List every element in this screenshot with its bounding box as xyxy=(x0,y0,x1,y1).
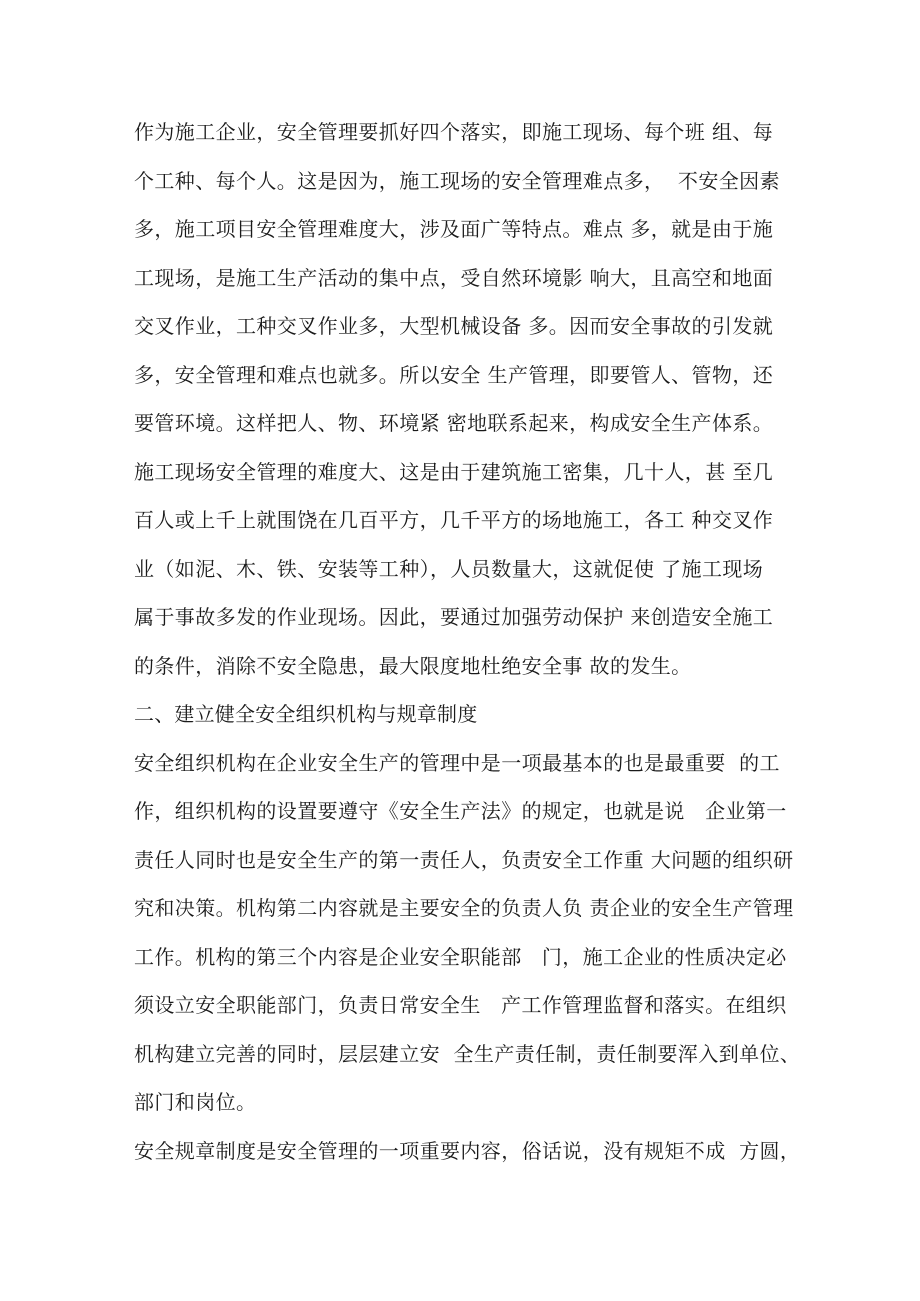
paragraph-line: 施工现场安全管理的难度大、这是由于建筑施工密集，几十人，甚 至几 xyxy=(134,459,774,484)
paragraph-line: 责任人同时也是安全生产的第一责任人，负责安全工作重 大问题的组织研 xyxy=(134,847,794,872)
paragraph-line: 百人或上千上就围饶在几百平方，几千平方的场地施工，各工 种交叉作 xyxy=(134,508,774,532)
paragraph-line: 个工种、每个人。这是因为，施工现场的安全管理难点多， 不安全因素 xyxy=(134,168,780,193)
paragraph-line: 工作。机构的第三个内容是企业安全职能部 门，施工企业的性质决定必 xyxy=(134,944,787,969)
paragraph-line: 多，施工项目安全管理难度大，涉及面广等特点。难点 多，就是由于施 xyxy=(134,217,774,241)
paragraph-line: 工现场，是施工生产活动的集中点，受自然环境影 响大，且高空和地面 xyxy=(134,265,774,290)
paragraph-line: 业（如泥、木、铁、安装等工种），人员数量大，这就促使 了施工现场 xyxy=(134,556,764,581)
paragraph-line: 交叉作业，工种交叉作业多，大型机械设备 多。因而安全事故的引发就 xyxy=(134,314,774,338)
section-heading: 二、建立健全安全组织机构与规章制度 xyxy=(134,702,478,726)
paragraph-line: 部门和岗位。 xyxy=(134,1090,257,1114)
paragraph-line: 作为施工企业，安全管理要抓好四个落实，即施工现场、每个班 组、每 xyxy=(134,120,774,144)
paragraph-line: 安全规章制度是安全管理的一项重要内容，俗话说，没有规矩不成 方圆， xyxy=(134,1138,801,1163)
paragraph-line: 究和决策。机构第二内容就是主要安全的负责人负 责企业的安全生产管理 xyxy=(134,896,794,920)
paragraph-line: 机构建立完善的同时，层层建立安 全生产责任制，责任制要浑入到单位、 xyxy=(134,1041,801,1066)
paragraph-line: 多，安全管理和难点也就多。所以安全 生产管理，即要管人、管物，还 xyxy=(134,362,774,387)
paragraph-line: 须设立安全职能部门，负责日常安全生 产工作管理监督和落实。在组织 xyxy=(134,993,787,1017)
paragraph-line: 安全组织机构在企业安全生产的管理中是一项最基本的也是最重要 的工 xyxy=(134,750,780,775)
paragraph-line: 的条件，消除不安全隐患，最大限度地杜绝安全事 故的发生。 xyxy=(134,653,692,678)
paragraph-line: 属于事故多发的作业现场。因此，要通过加强劳动保护 来创造安全施工 xyxy=(134,605,774,629)
body-text xyxy=(134,108,801,1175)
paragraph-line: 作，组织机构的设置要遵守《安全生产法》的规定，也就是说 企业第一 xyxy=(134,799,787,823)
paragraph-line: 要管环境。这样把人、物、环境紧 密地联系起来，构成安全生产体系。 xyxy=(134,411,774,435)
